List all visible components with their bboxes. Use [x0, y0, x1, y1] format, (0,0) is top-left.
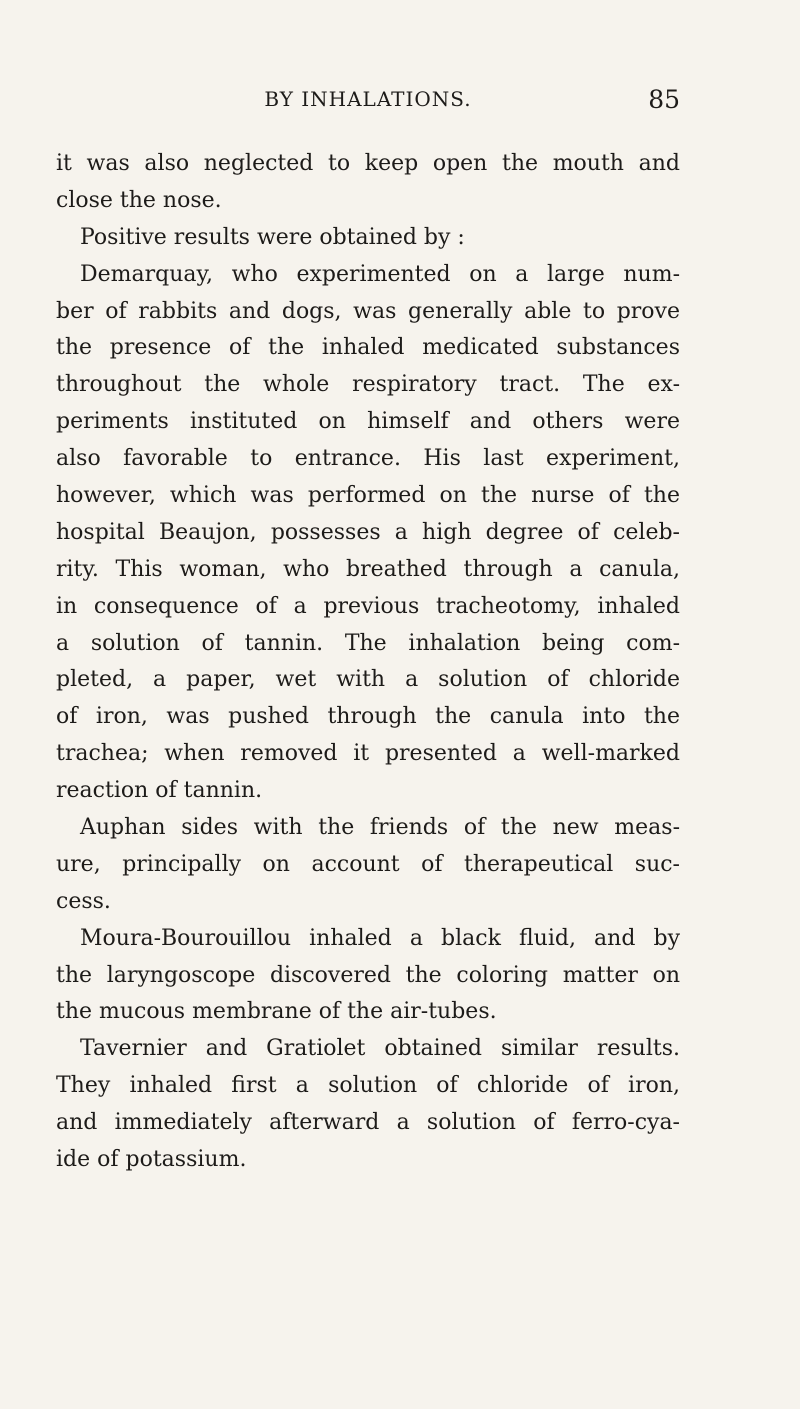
running-head	[56, 85, 680, 115]
text-line: Moura-Bourouillou inhaled a black fluid, and by	[80, 925, 680, 951]
body-text	[56, 146, 680, 1179]
text-line: a solution of tannin. The inhalation being com-	[56, 630, 680, 656]
text-line: the mucous membrane of the air-tubes.	[56, 999, 497, 1025]
text-line: periments instituted on himself and others were	[56, 409, 680, 435]
running-title: BY INHALATIONS.	[264, 87, 472, 111]
text-line: throughout the whole respiratory tract. The ex-	[56, 372, 680, 398]
text-line: Tavernier and Gratiolet obtained similar results.	[80, 1036, 680, 1062]
text-line: Positive results were obtained by :	[80, 224, 465, 250]
text-line: of iron, was pushed through the canula into the	[56, 704, 680, 730]
text-line: ide of potassium.	[56, 1147, 247, 1173]
text-line: Demarquay, who experimented on a large num-	[80, 261, 680, 287]
page-number: 85	[648, 85, 680, 114]
text-line: the laryngoscope discovered the coloring matter on	[56, 962, 680, 988]
text-line: close the nose.	[56, 187, 222, 213]
text-line: also favorable to entrance. His last experiment,	[56, 446, 680, 472]
text-line: in consequence of a previous tracheotomy, inhaled	[56, 593, 680, 619]
text-line: ure, principally on account of therapeutical suc-	[56, 851, 680, 877]
text-line: reaction of tannin.	[56, 778, 263, 804]
text-line: the presence of the inhaled medicated substances	[56, 335, 680, 361]
text-line: it was also neglected to keep open the mouth and	[56, 151, 680, 176]
text-line: They inhaled first a solution of chloride of iron,	[56, 1073, 680, 1099]
text-line: trachea; when removed it presented a well-marked	[56, 741, 680, 767]
text-line: Auphan sides with the friends of the new meas-	[80, 815, 680, 841]
text-line: cess.	[56, 888, 111, 914]
text-line: however, which was performed on the nurse of the	[56, 483, 680, 509]
text-line: and immediately afterward a solution of ferro-cya-	[56, 1110, 680, 1136]
text-line: rity. This woman, who breathed through a canula,	[56, 556, 680, 582]
text-line: hospital Beaujon, possesses a high degree of celeb-	[56, 519, 680, 545]
text-line: pleted, a paper, wet with a solution of chloride	[56, 667, 680, 693]
text-line: ber of rabbits and dogs, was generally able to prove	[56, 298, 680, 324]
